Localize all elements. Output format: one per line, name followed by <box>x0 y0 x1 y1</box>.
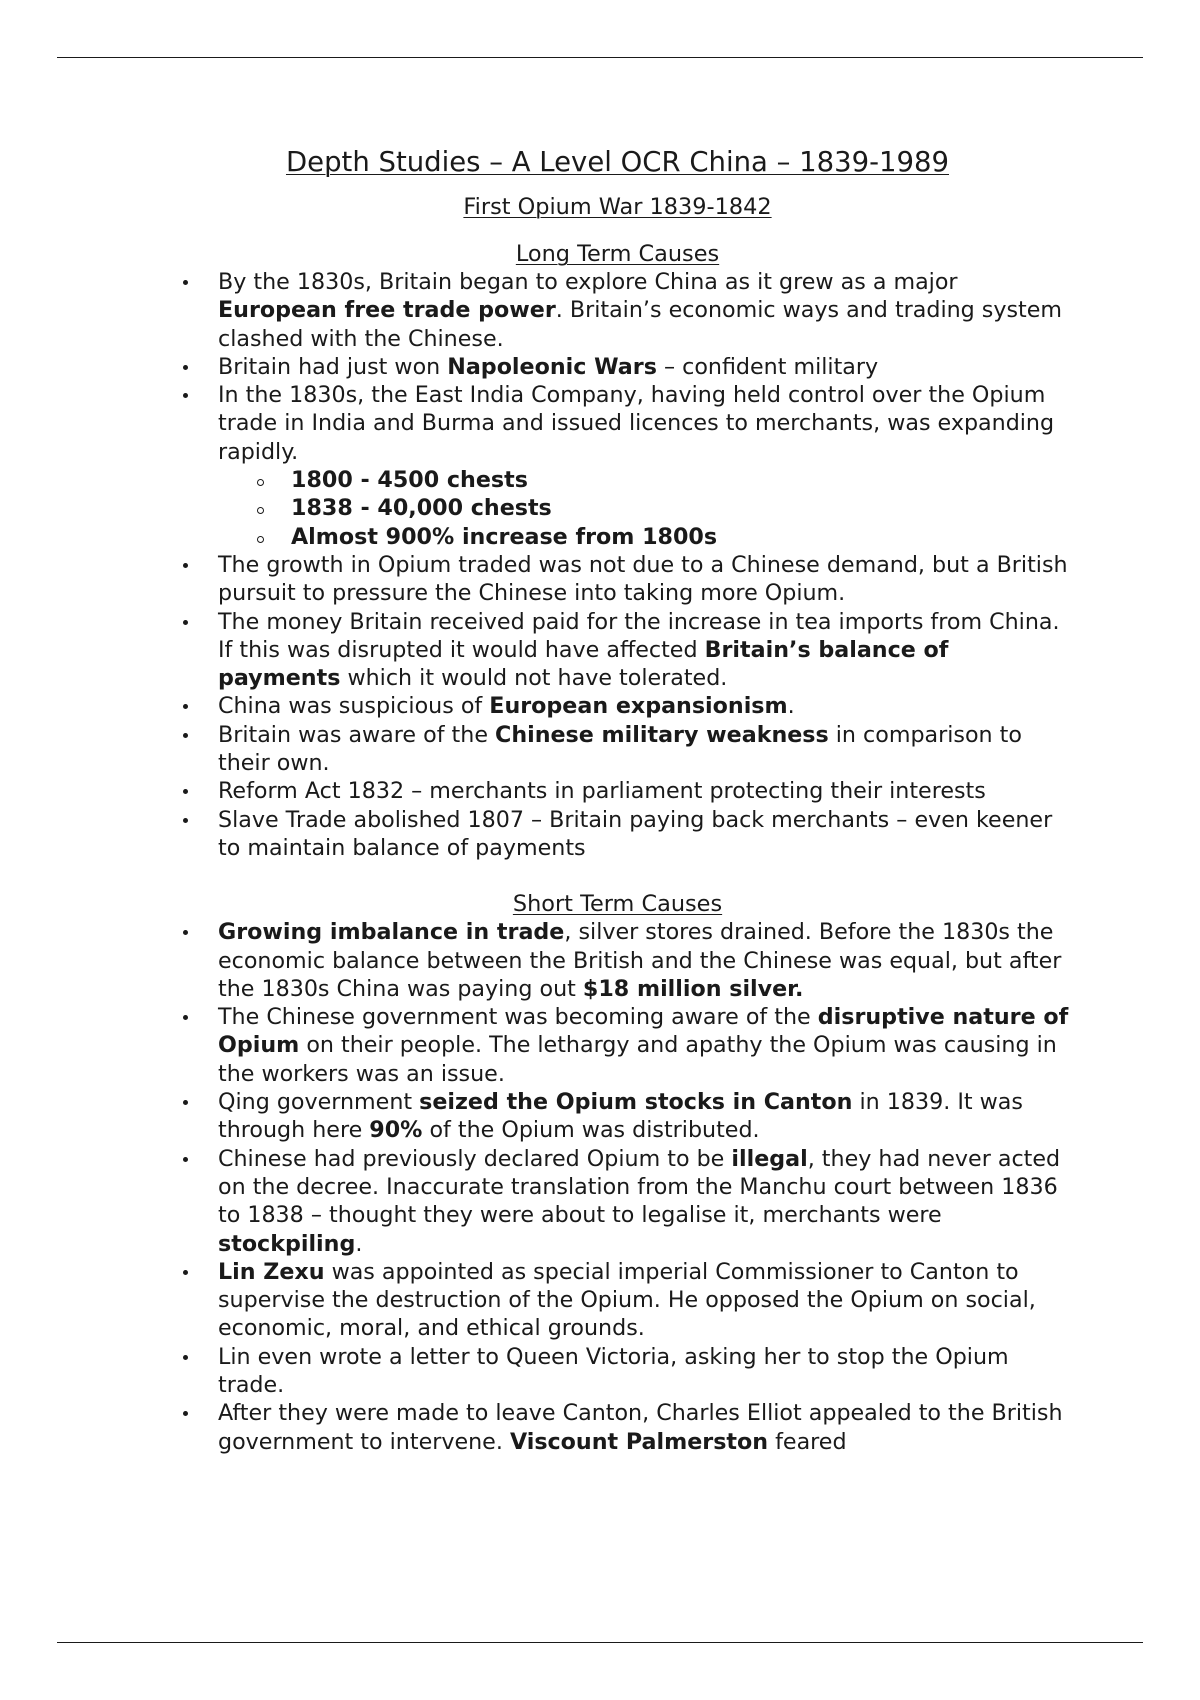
sub-bullet-item: 1800 - 4500 chests <box>160 466 1075 494</box>
text-run: which it would not have tolerated. <box>340 665 728 692</box>
bold-text: disruptive nature of Opium <box>218 1004 1069 1059</box>
text-run: Reform Act 1832 – merchants in parliament protecting their interests <box>218 778 986 805</box>
bullet-item <box>160 918 1075 1003</box>
bold-text: illegal <box>731 1145 808 1172</box>
text-run: Slave Trade abolished 1807 – Britain paying back merchants – even keener to maintain balance of payments <box>218 806 1053 861</box>
text-run: – confident military <box>656 353 879 380</box>
footer-rule <box>57 1642 1143 1643</box>
text-run: Britain had just won <box>218 353 448 380</box>
text-run: on their people. The lethargy and apathy the Opium was causing in the workers was an issue. <box>218 1032 1057 1087</box>
sub-bullet-item: 1838 - 40,000 chests <box>160 494 1075 522</box>
text-run: , silver stores drained. Before the 1830s the economic balance between the British and the Chinese was equal, but after the 1830s China was paying out <box>218 919 1062 1002</box>
section-heading-long-term: Long Term Causes <box>515 241 720 267</box>
text-run: in 1839. It was through here <box>218 1089 1023 1144</box>
bullet-item <box>160 1003 1075 1088</box>
bullet-item <box>160 721 1075 778</box>
bold-text: 90% <box>369 1117 423 1144</box>
text-run: Lin even wrote a letter to Queen Victoria, asking her to stop the Opium trade. <box>218 1343 1009 1398</box>
section-heading-short-term: Short Term Causes <box>512 891 723 918</box>
short-term-causes-list <box>160 918 1075 1456</box>
bold-text: European expansionism <box>489 693 788 720</box>
text-run: . <box>787 693 795 720</box>
text-run: of the Opium was distributed. <box>422 1117 760 1144</box>
bullet-item <box>160 381 1075 466</box>
opium-chests-sublist <box>160 466 1075 551</box>
text-run: was appointed as special imperial Commissioner to Canton to supervise the destruction of the Opium. He opposed the Opium on social, economic, moral, and ethical grounds. <box>218 1258 1036 1342</box>
bullet-item <box>160 268 1075 353</box>
text-run: Britain was aware of the <box>218 721 496 748</box>
document-title: Depth Studies – A Level OCR China – 1839-1989 <box>285 146 949 178</box>
bold-text: Growing imbalance in trade <box>218 919 565 946</box>
text-run: China was suspicious of <box>218 693 490 720</box>
bullet-item <box>160 608 1075 693</box>
bold-text: seized the Opium stocks in Canton <box>419 1089 853 1116</box>
bold-text: Napoleonic Wars <box>447 353 657 380</box>
bullet-item <box>160 806 1075 863</box>
text-run: . <box>355 1230 363 1257</box>
text-run: , they had never acted on the decree. Inaccurate translation from the Manchu court between 1836 to 1838 – thought they were about to legalise it, merchants were <box>218 1145 1061 1229</box>
text-run: feared <box>768 1428 847 1455</box>
header-rule <box>57 57 1143 58</box>
bold-text: $18 million silver. <box>582 975 804 1002</box>
document-subtitle: First Opium War 1839-1842 <box>463 194 772 220</box>
bullet-item <box>160 777 1075 805</box>
text-run: The Chinese government was becoming aware of the <box>218 1004 818 1031</box>
bullet-item <box>160 1088 1075 1145</box>
text-run: The money Britain received paid for the increase in tea imports from China. If this was disrupted it would have affected <box>218 608 1060 663</box>
text-run: Chinese had previously declared Opium to be <box>218 1145 732 1172</box>
bullet-item <box>160 551 1075 608</box>
text-run: in comparison to their own. <box>218 721 1022 777</box>
sub-bullet-item: Almost 900% increase from 1800s <box>160 523 1075 551</box>
bullet-item <box>160 692 1075 720</box>
bold-text: Chinese military weakness <box>495 721 829 748</box>
text-run: By the 1830s, Britain began to explore China as it grew as a major <box>218 269 958 295</box>
text-run: . Britain’s economic ways and trading system clashed with the Chinese. <box>218 297 1063 352</box>
bold-text: stockpiling <box>218 1230 356 1257</box>
bullet-item <box>160 1399 1075 1456</box>
bullet-item <box>160 1343 1075 1400</box>
long-term-causes-list <box>160 268 1075 862</box>
text-run: The growth in Opium traded was not due to a Chinese demand, but a British pursuit to pressure the Chinese into taking more Opium. <box>218 551 1068 607</box>
bullet-item <box>160 1145 1075 1258</box>
bullet-item <box>160 353 1075 381</box>
bold-text: Lin Zexu <box>218 1258 325 1285</box>
bullet-item <box>160 1258 1075 1343</box>
text-run: After they were made to leave Canton, Charles Elliot appealed to the British government to intervene. <box>218 1400 1063 1455</box>
bold-text: European free trade power <box>218 297 556 324</box>
bold-text: Britain’s balance of payments <box>218 636 949 692</box>
sub-list-container <box>160 466 1075 551</box>
text-run: In the 1830s, the East India Company, having held control over the Opium trade in India and Burma and issued licences to merchants, was expanding rapidly. <box>218 382 1055 465</box>
bold-text: Viscount Palmerston <box>509 1428 769 1455</box>
document-body <box>160 144 1075 1456</box>
text-run: Qing government <box>218 1089 420 1116</box>
